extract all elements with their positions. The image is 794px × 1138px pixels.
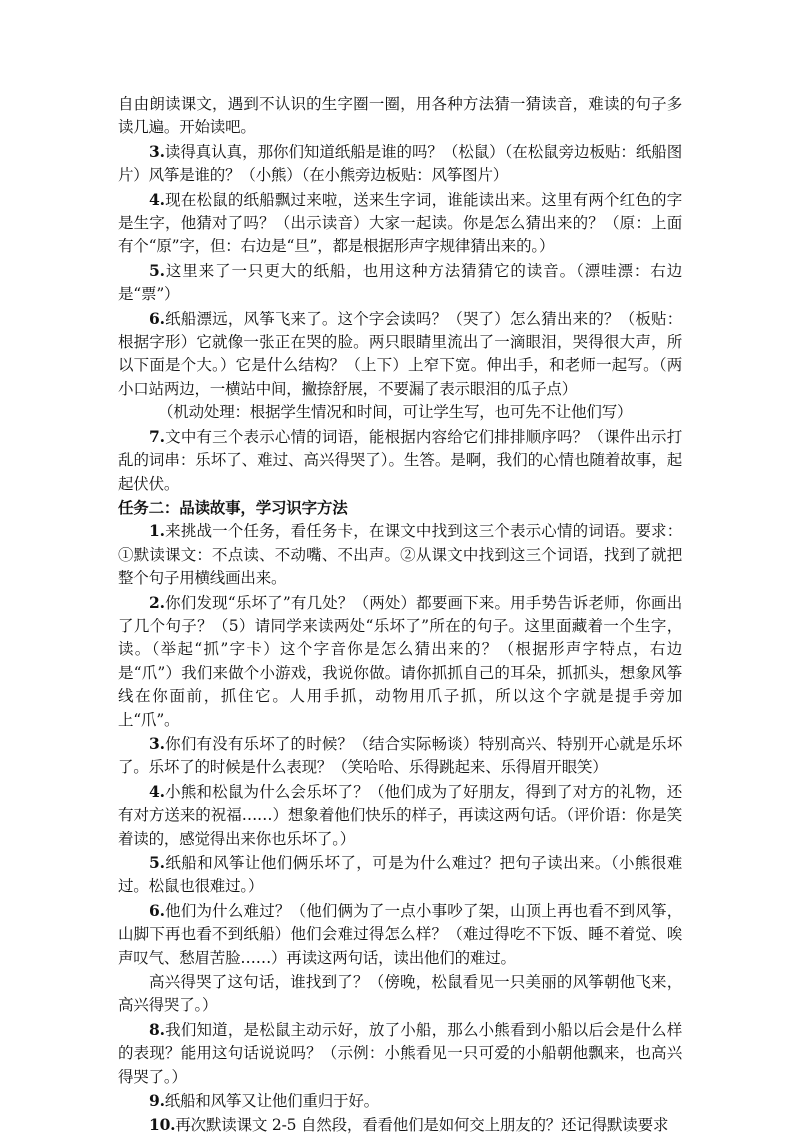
section-heading: 任务二：品读故事，学习识字方法 bbox=[118, 497, 348, 517]
paragraph-note: （机动处理：根据学生情况和时间，可让学生写，也可先不让他们写） bbox=[158, 403, 633, 422]
paragraph-task-10: 10.再次默读课文 2-5 自然段，看看他们是如何交上朋友的？还记得默读要求 bbox=[149, 1115, 669, 1135]
paragraph-7: 7.文中有三个表示心情的词语，能根据内容给它们排排顺序吗？（课件出示打乱的词串：乐坏了、难过、高兴得哭了）。生答。是啊，我们的心情也随着故事，起起伏伏。 bbox=[118, 426, 682, 493]
paragraph-task-8: 8.我们知道，是松鼠主动示好，放了小船，那么小熊看到小船以后会是什么样的表现？能用这句话说说吗？（示例：小熊看见一只可爱的小船朝他飘来，也高兴得哭了。） bbox=[118, 1019, 682, 1086]
paragraph-4: 4.现在松鼠的纸船飘过来啦，送来生字词，谁能读出来。这里有两个红色的字是生字，他猜对了吗？（出示读音）大家一起读。你是怎么猜出来的？（原：上面有个“原”字，但：右边是“旦”，都是根据形声字规律猜出来的。） bbox=[118, 189, 682, 256]
paragraph-task-1: 1.来挑战一个任务，看任务卡，在课文中找到这三个表示心情的词语。要求：①默读课文：不点读、不动嘴、不出声。②从课文中找到这三个词语，找到了就把整个句子用横线画出来。 bbox=[118, 521, 682, 588]
paragraph-task-9: 9.纸船和风筝又让他们重归于好。 bbox=[149, 1091, 379, 1111]
paragraph-task-5: 5.纸船和风筝让他们俩乐坏了，可是为什么难过？把句子读出来。（小熊很难过。松鼠也很难过。） bbox=[118, 853, 682, 896]
paragraph-task-4: 4.小熊和松鼠为什么会乐坏了？（他们成为了好朋友，得到了对方的礼物，还有对方送来的祝福……）想象着他们快乐的样子，再读这两句话。（评价语：你是笑着读的，感觉得出来你也乐坏了。） bbox=[118, 781, 682, 848]
paragraph-task-7: 高兴得哭了这句话，谁找到了？（傍晚，松鼠看见一只美丽的风筝朝他飞来，高兴得哭了。） bbox=[118, 973, 682, 1015]
paragraph-5: 5.这里来了一只更大的纸船，也用这种方法猜猜它的读音。（漂哇漂：右边是“票”） bbox=[118, 260, 682, 304]
paragraph-intro: 自由朗读课文，遇到不认识的生字圈一圈，用各种方法猜一猜读音，难读的句子多读几遍。开始读吧。 bbox=[118, 95, 682, 137]
paragraph-task-6: 6.他们为什么难过？（他们俩为了一点小事吵了架，山顶上再也看不到风筝，山脚下再也看不到纸船）他们会难过得怎么样？（难过得吃不下饭、睡不着觉、唉声叹气、愁眉苦脸……）再读这两句话，读出他们的难过。 bbox=[118, 900, 682, 967]
paragraph-3: 3.读得真认真，那你们知道纸船是谁的吗？（松鼠）（在松鼠旁边板贴：纸船图片）风筝是谁的？（小熊）（在小熊旁边板贴：风筝图片） bbox=[118, 141, 682, 185]
paragraph-task-2: 2.你们发现“乐坏了”有几处？（两处）都要画下来。用手势告诉老师，你画出了几个句子？（5）请同学来读两处“乐坏了”所在的句子。这里面藏着一个生字，读。（举起“抓”字卡）这个字音你是怎么猜出来的？（根据形声字特点，右边是“爪”）我们来做个小游戏，我说你做。请你抓抓自己的耳朵，抓抓头，想象风筝线在你面前，抓住它。人用手抓，动物用爪子抓，所以这个字就是提手旁加上“爪”。 bbox=[118, 592, 682, 729]
paragraph-6: 6.纸船漂远，风筝飞来了。这个字会读吗？（哭了）怎么猜出来的？（板贴：根据字形）它就像一张正在哭的脸。两只眼睛里流出了一滴眼泪，哭得很大声，所以下面是个大。）它是什么结构？（上下）上窄下宽。伸出手，和老师一起写。（两小口站两边，一横站中间，撇捺舒展，不要漏了表示眼泪的瓜子点） bbox=[118, 308, 682, 398]
paragraph-task-3: 3.你们有没有乐坏了的时候？（结合实际畅谈）特别高兴、特别开心就是乐坏了。乐坏了的时候是什么表现？（笑哈哈、乐得跳起来、乐得眉开眼笑） bbox=[118, 733, 682, 777]
document-page bbox=[118, 93, 682, 1138]
